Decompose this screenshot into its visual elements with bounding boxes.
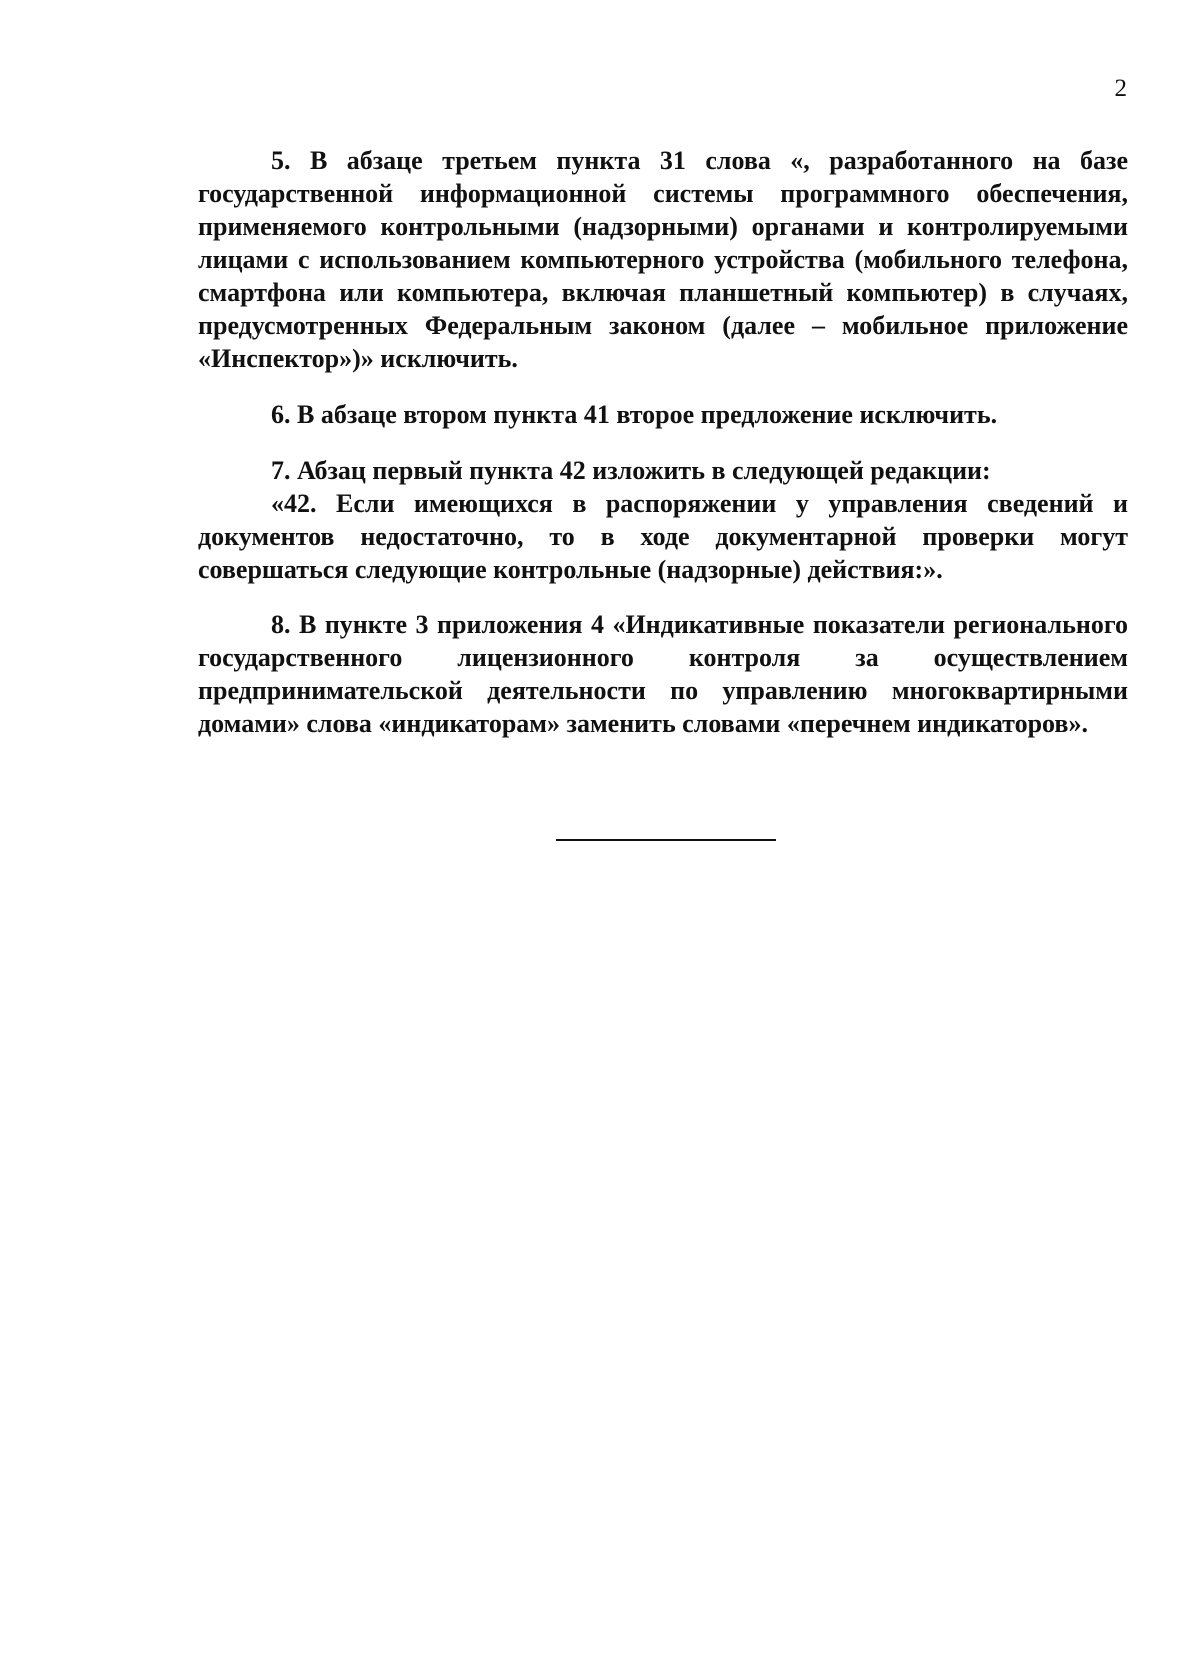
- paragraph-5: 5. В абзаце третьем пункта 31 слова «, разработанного на базе государственной информационной системы программного обеспечения, применяемого контрольными (надзорными) органами и контролируемыми лицами с использованием компьютерного устройства (мобильного телефона, смартфона или компьютера, включая планшетный компьютер) в случаях, предусмотренных Федеральным законом (далее – мобильное приложение «Инспектор»)» исключить.: [198, 146, 1128, 373]
- paragraph-7: 7. Абзац первый пункта 42 изложить в следующей редакции:: [271, 456, 991, 485]
- paragraph-8: 8. В пункте 3 приложения 4 «Индикативные показатели регионального государственного лицензионного контроля за осуществлением предпринимательской деятельности по управлению многоквартирными домами» слова «индикаторам» заменить словами «перечнем индикаторов».: [198, 610, 1128, 738]
- document-body: [198, 144, 1128, 740]
- paragraph-6: 6. В абзаце втором пункта 41 второе предложение исключить.: [271, 400, 998, 429]
- page-number: 2: [1114, 75, 1127, 102]
- end-separator-line: [556, 839, 776, 841]
- paragraph-7-quote: «42. Если имеющихся в распоряжении у управления сведений и документов недостаточно, то в ходе документарной проверки могут совершаться следующие контрольные (надзорные) действия:».: [198, 489, 1128, 584]
